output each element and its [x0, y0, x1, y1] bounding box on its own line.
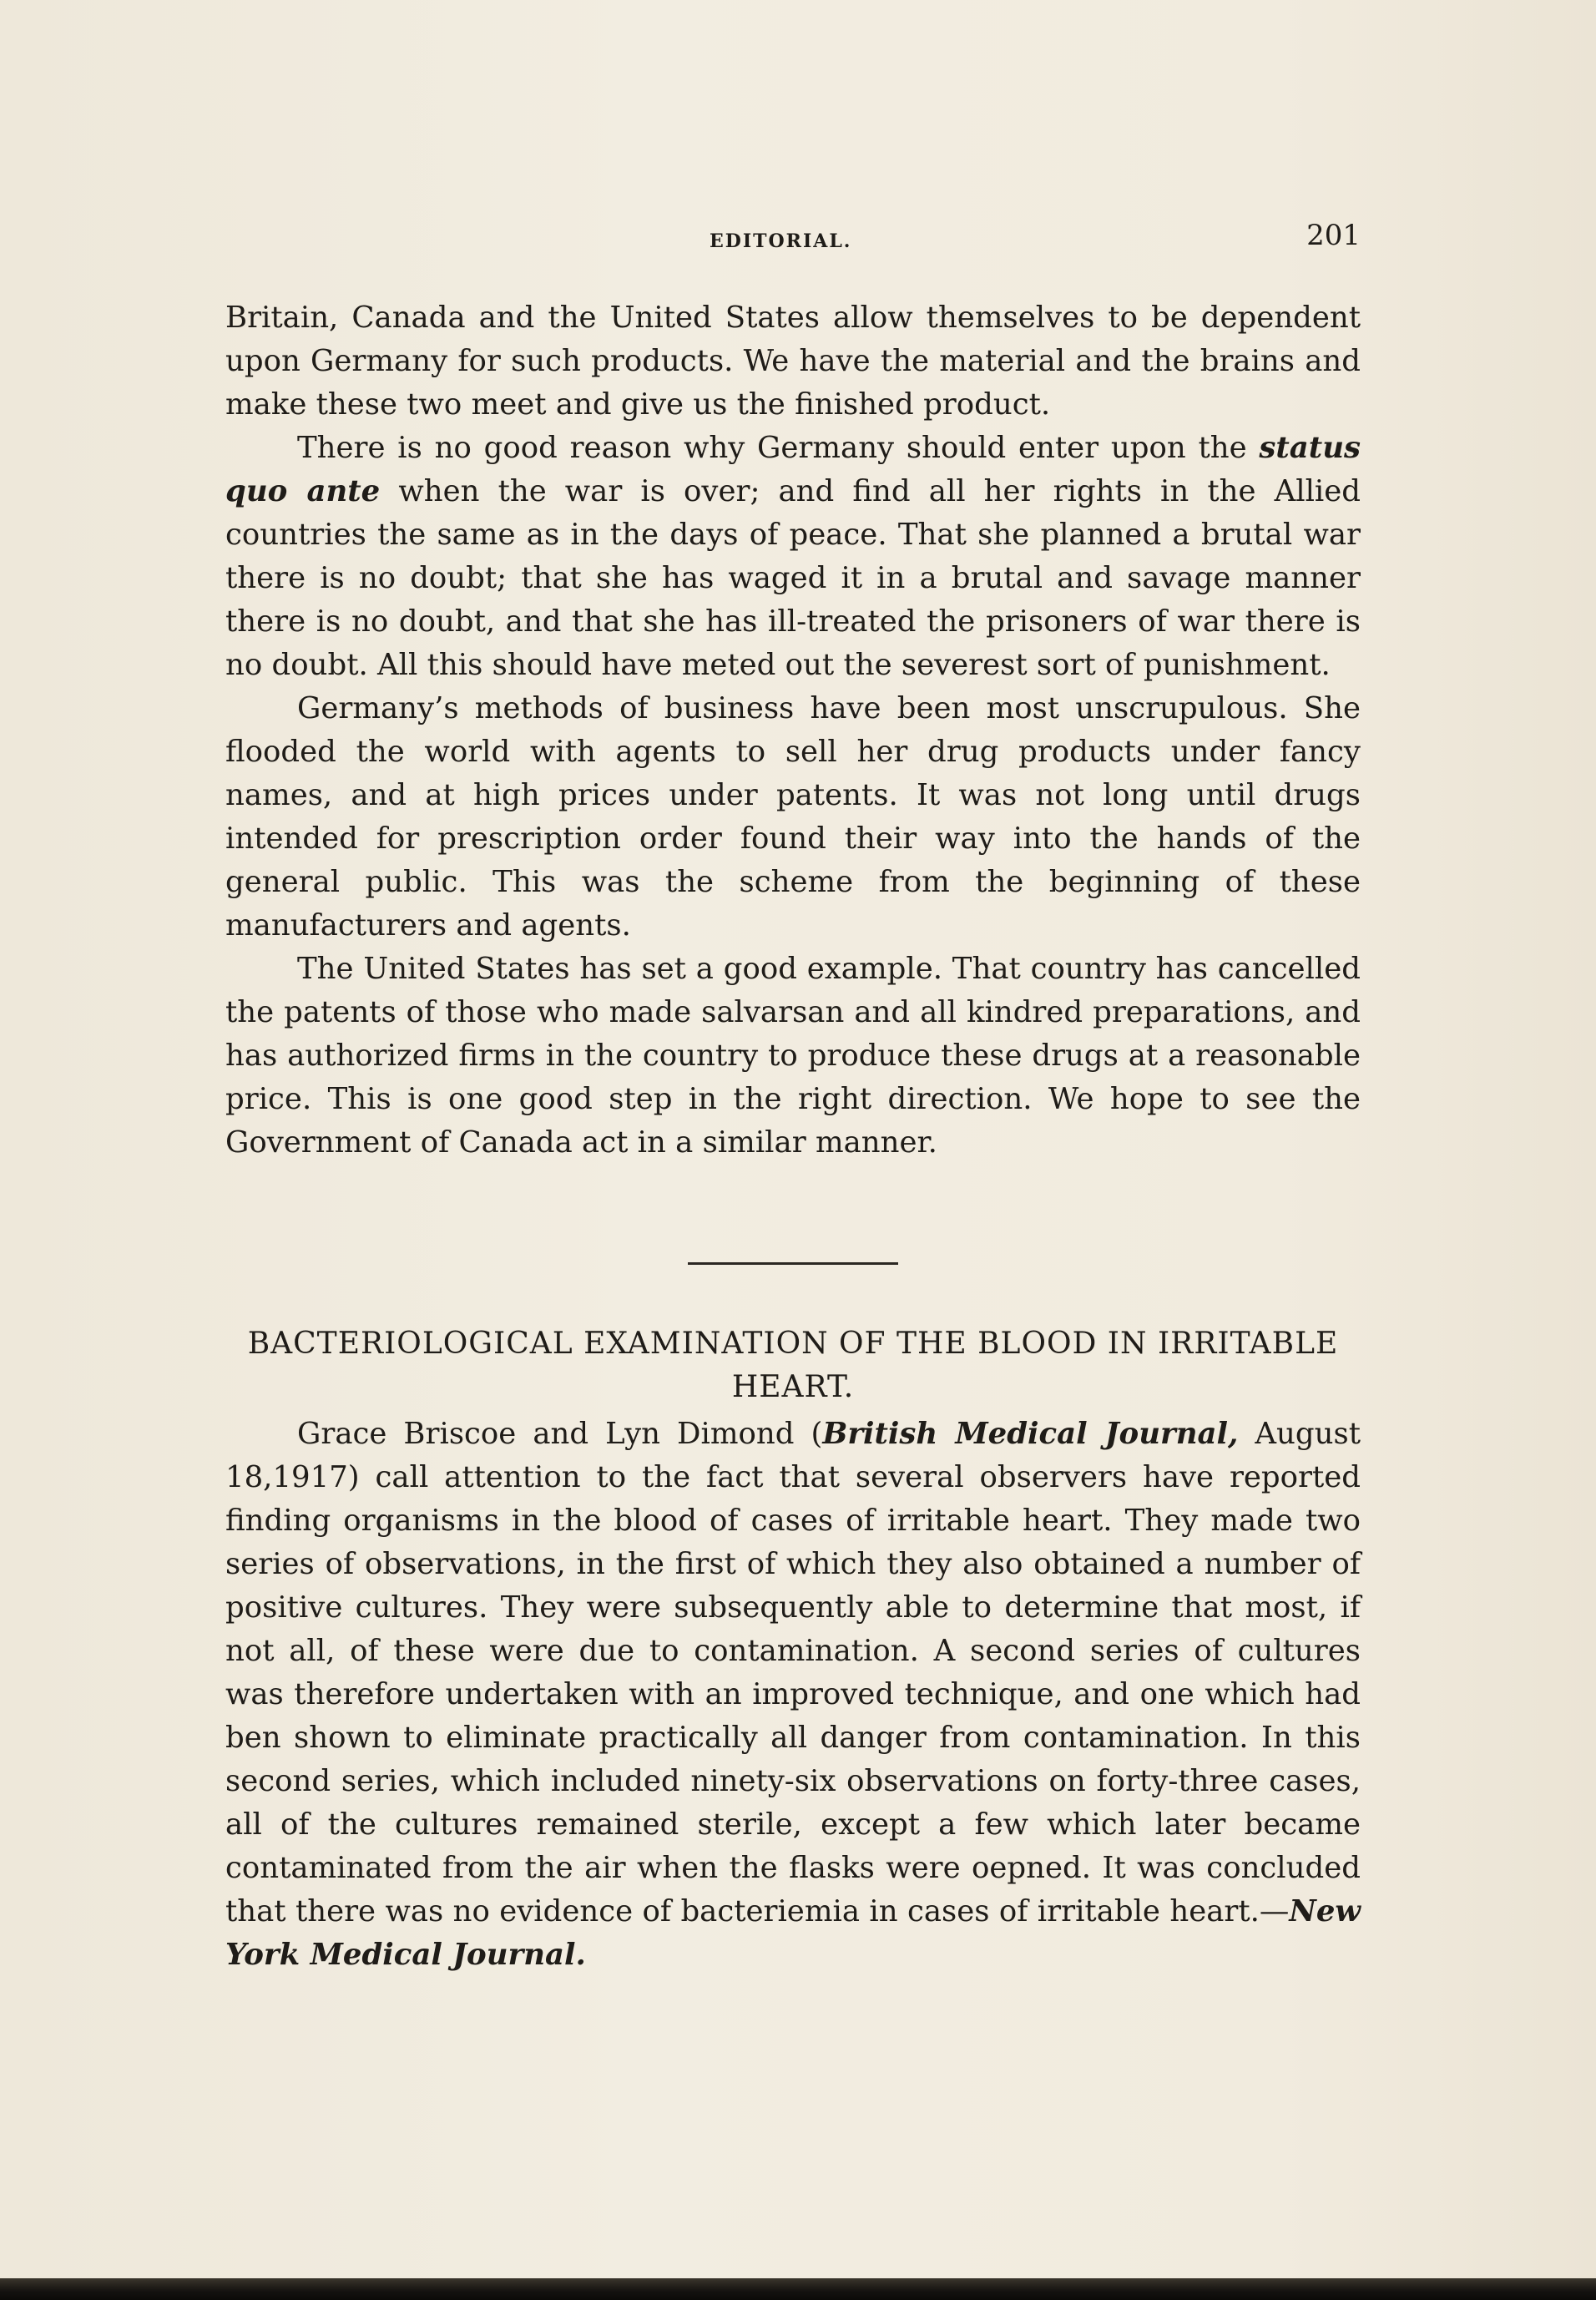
page-number: 201 — [1306, 219, 1361, 252]
article-title: BACTERIOLOGICAL EXAMINATION OF THE BLOOD IN IRRITABLE HEART. — [247, 1327, 1339, 1404]
editorial-paragraph-2-end: when the war is over; and find all her rights in the Allied countries the same as in the days of peace. That she planned a brutal war there is no doubt; that she has waged it in a brutal and savage manner there is no doubt, and that she has ill-treated the prisoners of war there is no doubt. All this should have meted out the severest sort of punishment. — [225, 474, 1361, 682]
editorial-latin-phrase: status quo ante — [225, 431, 1361, 508]
section-divider — [688, 1262, 898, 1265]
page-bottom-edge — [0, 2278, 1596, 2300]
article-body-start: Grace Briscoe and Lyn Dimond ( — [297, 1417, 823, 1451]
editorial-paragraph-3: Germany’s methods of business have been most unscrupulous. She flooded the world with agents to sell her drug products under fancy names, and at high prices under patents. It was not long until drugs intended for prescription order found their way into the hands of the general public. This was the scheme from the beginning of these manufacturers and agents. — [225, 691, 1361, 943]
article-body-middle: August 18,1917) call attention to the fact that several observers have reported finding organisms in the blood of cases of irritable heart. They made two series of observations, in the first of which they also obtained a number of positive cultures. They were subsequently able to determine that most, if not all, of these were due to contamination. A second series of cultures was therefore undertaken with an improved technique, and one which had ben shown to eliminate practically all danger from contamination. In this second series, which included ninety-six observations on forty-three cases, all of the cultures remained sterile, except a few which later became contaminated from the air when the flasks were oepned. It was concluded that there was no evidence of bacteriemia in cases of irritable heart.— — [225, 1417, 1361, 1928]
editorial-paragraph-4: The United States has set a good example. That country has cancelled the patents of those who made salvarsan and all kindred preparations, and has authorized firms in the country to produce these drugs at a reasonable price. This is one good step in the right direction. We hope to see the Government of Canada act in a similar manner. — [225, 952, 1361, 1160]
page-header — [225, 219, 1361, 260]
article-paragraph — [225, 1413, 1361, 1977]
editorial-paragraph-1: Britain, Canada and the United States allow themselves to be dependent upon Germany for such products. We have the material and the brains and make these two meet and give us the finished product. — [225, 301, 1361, 422]
article-source-journal: British Medical Journal, — [822, 1417, 1239, 1451]
editorial-paragraph-2 — [225, 427, 1361, 687]
article-text — [225, 1413, 1361, 1977]
running-head: EDITORIAL. — [710, 230, 852, 252]
editorial-text — [225, 296, 1361, 1165]
editorial-paragraph-2-start: There is no good reason why Germany should enter upon the — [297, 431, 1260, 465]
article-citation: New York Medical Journal. — [225, 1894, 1361, 1972]
